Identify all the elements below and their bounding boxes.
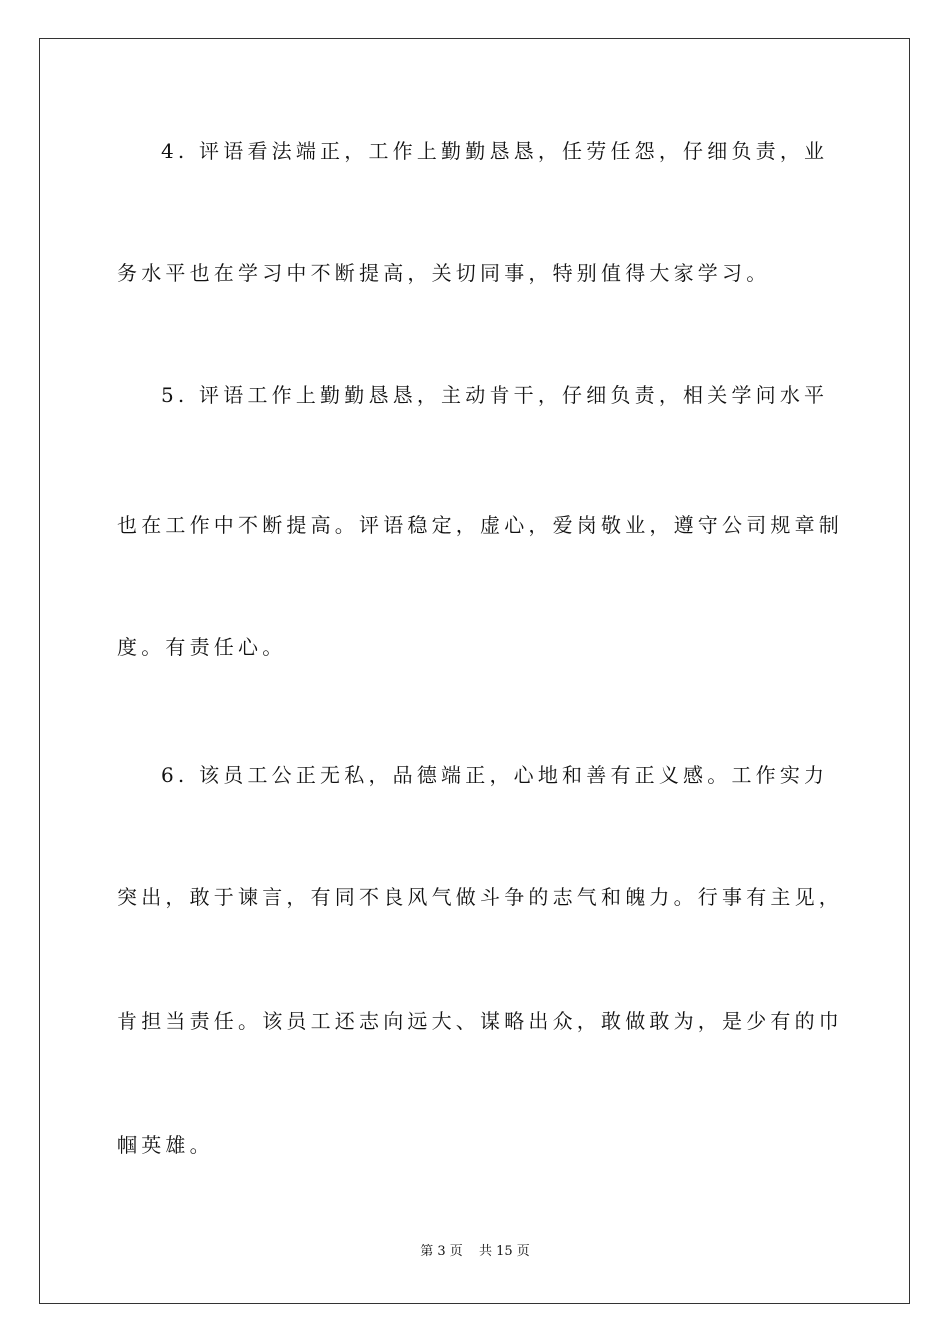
paragraph-6-line-3: 肯担当责任。该员工还志向远大、谋略出众，敢做敢为，是少有的巾 xyxy=(117,1009,843,1033)
total-pages: 共 15 页 xyxy=(478,1244,530,1259)
paragraph-5-line-1: 5. 评语工作上勤勤恳恳，主动肯干，仔细负责，相关学问水平 xyxy=(161,383,829,407)
paragraph-6-line-1: 6. 该员工公正无私，品德端正，心地和善有正义感。工作实力 xyxy=(161,763,829,787)
page-number: 第 3 页 xyxy=(420,1244,463,1259)
paragraph-4-line-2: 务水平也在学习中不断提高，关切同事，特别值得大家学习。 xyxy=(117,261,771,285)
paragraph-4-line-1: 4. 评语看法端正，工作上勤勤恳恳，任劳任怨，仔细负责，业 xyxy=(161,139,829,163)
paragraph-6-line-4: 帼英雄。 xyxy=(117,1133,214,1157)
paragraph-5-line-2: 也在工作中不断提高。评语稳定，虚心，爱岗敬业，遵守公司规章制 xyxy=(117,513,843,537)
paragraph-6-line-2: 突出，敢于谏言，有同不良风气做斗争的志气和魄力。行事有主见， xyxy=(117,885,843,909)
page-frame xyxy=(39,38,910,1304)
paragraph-5-line-3: 度。有责任心。 xyxy=(117,635,287,659)
page-footer xyxy=(0,1243,950,1261)
